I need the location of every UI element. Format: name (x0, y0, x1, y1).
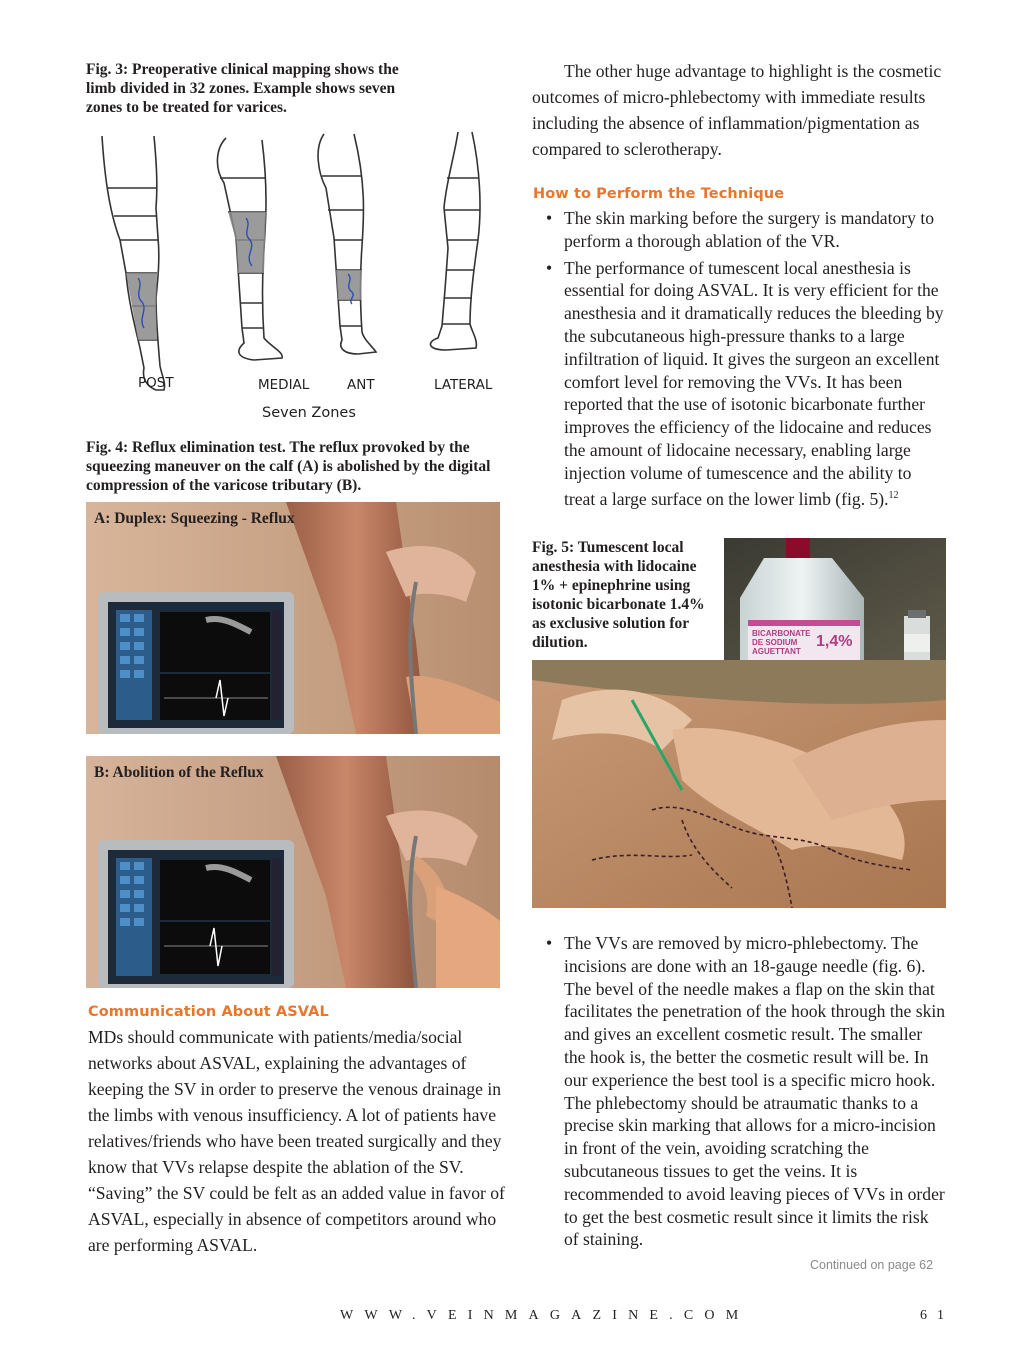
intro-paragraph: The other huge advantage to highlight is the cosmetic outcomes of micro-phlebectomy with immediate results including the absence of inflammation/pigmentation as compared to sclerotherapy. (532, 61, 942, 159)
fig3-label-lateral: LATERAL (434, 377, 493, 393)
bullet-skin-marking-text: The skin marking before the surgery is mandatory to perform a thorough ablation of the VR. (564, 208, 935, 251)
reference-superscript: 12 (888, 489, 899, 501)
bullet-tumescent-anesthesia (532, 257, 946, 511)
fig4-panel-b-label: B: Abolition of the Reflux (94, 764, 264, 781)
bottle-label-percent: 1,4% (816, 633, 853, 650)
fig5-injection-photo (532, 660, 946, 908)
technique-bullets-bottom (532, 932, 946, 1251)
bullet-tumescent-text: The performance of tumescent local anesthesia is essential for doing ASVAL. It is very efficient for the anesthesia and it dramatically reduces the bleeding by the subcutaneous high-pressure thanks to a large infiltration of liquid. It gives the surgeon an excellent comfort level for removing the VVs. It has been reported that the use of isotonic bicarbonate further improves the efficiency of the lidocaine and reduces the amount of lidocaine necessary, enabling large injection volume of tumescence and the ability to treat a large surface on the lower limb (fig. 5). (564, 257, 944, 509)
continued-note: Continued on page 62 (810, 1258, 934, 1272)
footer-url: WWW.VEINMAGAZINE.COM (340, 1308, 750, 1323)
fig3-caption: Fig. 3: Preoperative clinical mapping shows the limb divided in 32 zones. Example shows seven zones to be treated for varices. (86, 61, 399, 116)
communication-paragraph: MDs should communicate with patients/media/social networks about ASVAL, explaining the advantages of keeping the SV in order to preserve the venous drainage in the limbs with venous insufficiency. A lot of patients have relatives/friends who have been treated surgically and they know that VVs relapse despite the ablation of the SV. “Saving” the SV could be felt as an added value in favor of ASVAL, especially in absence of competitors around who are performing ASVAL. (88, 1027, 505, 1255)
fig3-label-medial: MEDIAL (258, 377, 310, 393)
technique-bullets-top (532, 207, 946, 510)
bottle-label-line2: DE SODIUM (752, 638, 798, 647)
bullet-micro-phlebectomy (532, 932, 946, 1251)
communication-heading: Communication About ASVAL (88, 1004, 329, 1020)
bottle-label-line3: AGUETTANT (752, 647, 801, 656)
bottle-label-line1: BICARBONATE (752, 629, 811, 638)
fig3-subtitle: Seven Zones (262, 405, 356, 421)
fig3-label-post: POST (138, 375, 174, 391)
fig3-label-ant: ANT (347, 377, 375, 393)
fig5-caption: Fig. 5: Tumescent local anesthesia with lidocaine 1% + epinephrine using isotonic bicarbonate 1.4% as exclusive solution for dilution. (532, 539, 705, 651)
fig4-caption: Fig. 4: Reflux elimination test. The reflux provoked by the squeezing maneuver on the calf (A) is abolished by the digital compression of the varicose tributary (B). (86, 439, 491, 494)
bullet-skin-marking (532, 207, 946, 253)
bullet-micro-phlebectomy-text: The VVs are removed by micro-phlebectomy. The incisions are done with an 18-gauge needle (fig. 6). The bevel of the needle makes a flap on the skin that facilitates the penetration of the hook through the skin and gives an excellent cosmetic result. The smaller the hook is, the better the cosmetic result will be. In our experience the best tool is a specific micro hook. The phlebectomy should be atraumatic thanks to a precise skin marking that allows for a micro-incision in front of the vein, avoiding scratching the subcutaneous tissues to get the veins. It is recommended to avoid leaving pieces of VVs in order to get the best cosmetic result since it limits the risk of staining. (564, 933, 946, 1250)
fig5-bottles-photo (724, 538, 946, 660)
page-number: 61 (920, 1308, 954, 1323)
left-column (86, 60, 504, 117)
fig4-panel-b-photo (86, 756, 500, 988)
fig4-panel-a-label: A: Duplex: Squeezing - Reflux (94, 510, 295, 527)
technique-heading: How to Perform the Technique (533, 186, 785, 202)
fig4-panel-a-photo (86, 502, 500, 734)
